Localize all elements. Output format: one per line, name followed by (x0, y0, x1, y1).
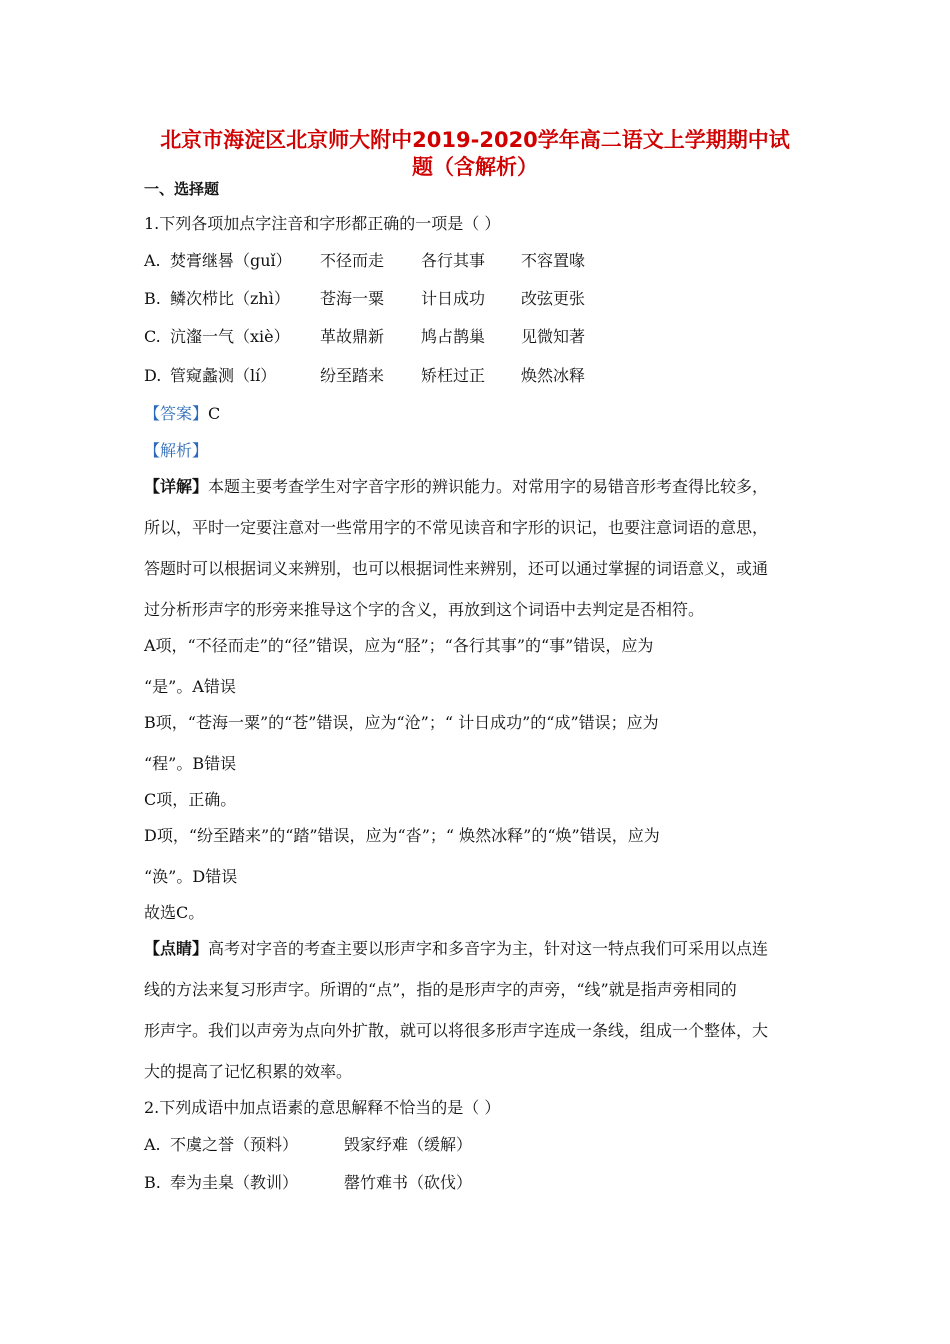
option-label: D. (144, 366, 162, 385)
detail-tag: 【详解】 (144, 477, 209, 496)
document-title-line1: 北京市海淀区北京师大附中2019-2020学年高二语文上学期期中试 (160, 128, 790, 152)
option-word: 纷至踏来 (320, 366, 385, 385)
analysis-tag: 【解析】 (144, 441, 209, 460)
tip-line: 大的提高了记忆积累的效率。 (144, 1062, 353, 1081)
analysis-item: B项，“苍海一粟”的“苍”错误，应为“沧”；“ 计日成功”的“成”错误；应为 (144, 713, 659, 732)
detail-line: 所以，平时一定要注意对一些常用字的不常见读音和字形的识记，也要注意词语的意思， (144, 518, 769, 537)
document-title-line2: 题（含解析） (412, 155, 538, 179)
tip-tag: 【点睛】 (144, 939, 209, 958)
option-word-annotated: 焚膏继晷（guǐ） (170, 251, 292, 270)
section-heading: 一、选择题 (144, 180, 220, 198)
option-word: 改弦更张 (521, 289, 586, 308)
tip-line: 【点睛】高考对字音的考查主要以形声字和多音字为主，针对这一特点我们可采用以点连 (144, 939, 769, 958)
option-word: 不容置喙 (521, 251, 586, 270)
option-word: 毁家纾难（缓解） (344, 1135, 473, 1154)
option-word: 各行其事 (421, 251, 486, 270)
tip-line: 线的方法来复习形声字。所谓的“点”，指的是形声字的声旁，“线”就是指声旁相同的 (144, 980, 737, 999)
option-word: 苍海一粟 (320, 289, 385, 308)
option-label: A. (144, 1135, 161, 1154)
answer-line (144, 404, 220, 424)
tip-line: 形声字。我们以声旁为点向外扩散，就可以将很多形声字连成一条线，组成一个整体，大 (144, 1021, 769, 1040)
analysis-item: A项，“不径而走”的“径”错误，应为“胫”；“各行其事”的“事”错误，应为 (144, 636, 654, 655)
analysis-item: C项，正确。 (144, 790, 237, 809)
option-label: A. (144, 251, 161, 270)
analysis-conclusion: 故选C。 (144, 903, 205, 922)
option-word: 不径而走 (320, 251, 385, 270)
option-word-annotated: 鳞次栉比（zhì） (170, 289, 290, 308)
option-word: 奉为圭臬（教训） (170, 1173, 299, 1192)
option-word: 革故鼎新 (320, 327, 385, 346)
option-word-annotated: 沆瀣一气（xiè） (170, 327, 290, 346)
option-word-annotated: 管窥蠡测（lí） (170, 366, 277, 385)
option-word: 罄竹难书（砍伐） (344, 1173, 473, 1192)
question-2-stem: 2.下列成语中加点语素的意思解释不恰当的是（ ） (144, 1098, 501, 1117)
answer-value: C (208, 404, 221, 423)
answer-tag: 【答案】 (144, 404, 209, 423)
analysis-item: “程”。B错误 (144, 754, 237, 773)
detail-line: 过分析形声字的形旁来推导这个字的含义，再放到这个词语中去判定是否相符。 (144, 600, 705, 619)
option-label: C. (144, 327, 161, 346)
option-label: B. (144, 1173, 161, 1192)
option-word: 焕然冰释 (521, 366, 586, 385)
option-word: 不虞之誉（预料） (170, 1135, 299, 1154)
option-word: 计日成功 (421, 289, 486, 308)
analysis-item: “是”。A错误 (144, 677, 236, 696)
option-word: 鸠占鹊巢 (421, 327, 486, 346)
option-word: 矫枉过正 (421, 366, 486, 385)
detail-line: 答题时可以根据词义来辨别，也可以根据词性来辨别，还可以通过掌握的词语意义，或通 (144, 559, 769, 578)
option-label: B. (144, 289, 161, 308)
analysis-item: “涣”。D错误 (144, 867, 238, 886)
detail-line: 【详解】本题主要考查学生对字音字形的辨识能力。对常用字的易错音形考查得比较多， (144, 477, 769, 496)
analysis-item: D项，“纷至踏来”的“踏”错误，应为“沓”；“ 焕然冰释”的“焕”错误，应为 (144, 826, 660, 845)
option-word: 见微知著 (521, 327, 586, 346)
question-1-stem: 1.下列各项加点字注音和字形都正确的一项是（ ） (144, 214, 501, 233)
